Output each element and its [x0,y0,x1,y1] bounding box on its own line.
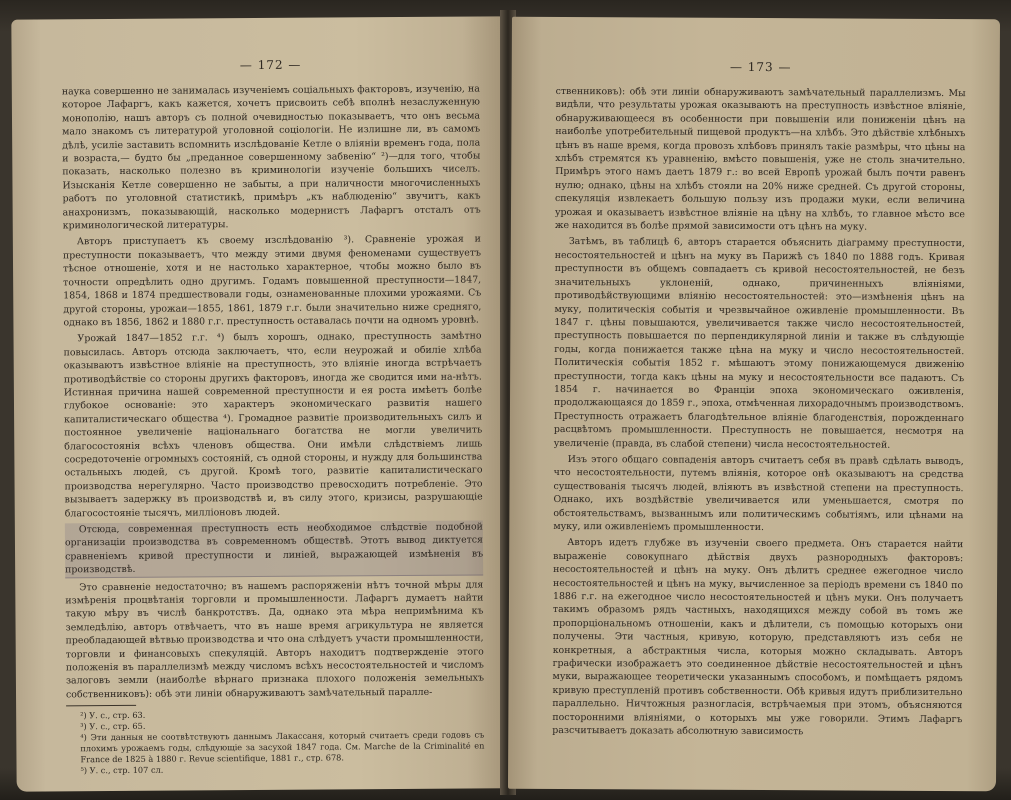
left-page [11,16,506,791]
footnote: ²) У. с., стр. 63. [80,710,146,721]
paragraph: Авторъ идетъ глубже въ изученіи своего предмета. Онъ старается найти выраженіе совокупнаго дѣйствія двухъ разнородныхъ факторовъ: несостоятельностей и цѣнъ на муку. Онъ дѣлитъ среднее ежегодное число несостоятельностей и цѣнъ на муку, вычисленное за періодъ времени съ 1840 по 1886 г.г. на ежегодное число несостоятельностей и цѣнъ муки. Онъ получаетъ такимъ образомъ рядъ частныхъ, находящихся между собой въ томъ же пропорціональномъ отношеніи, какъ и дѣлители, съ помощью которыхъ они получены. Эти частныя, кривую, которую, представляютъ изъ себя не конкретныя, а абстрактныя числа, которыя можно складывать. Авторъ графически изображаетъ это соединенное дѣйствіе несостоятельностей и цѣнъ муки, выражающее теоретически указаннымъ способомъ, и помѣщаетъ рядомъ кривую преступленій противъ собственности. Обѣ кривыя идутъ приблизительно параллельно. Ничтожныя разногласія, встрѣчаемыя при этомъ, объясняются посторонними вліяніями, о которыхъ мы уже говорили. Этимъ Лафаргъ разсчитываетъ доказать абсолютную зависимость [552,537,964,738]
paragraph: Изъ этого общаго совпаденія авторъ считаетъ себя въ правѣ сдѣлать выводъ, что несостоятельности, путемъ вліянія, которое онѣ оказываютъ на средства существованія тысячъ людей, вліяютъ въ извѣстной степени на преступность. Однако, ихъ воздѣйствіе увеличивается или уменьшается, смотря по обстоятельствамъ, вызваннымъ или политическимъ событіямъ, или цѣнами на муку, или оживленіемъ промышленности. [553,453,964,534]
paragraph: Авторъ приступаетъ къ своему изслѣдованію ³). Сравненіе урожая и преступности показываетъ, что между этими двумя феноменами существуетъ тѣсное отношеніе, хотя и не настолько характерное, чтобы можно было въ точности опредѣлить одно другимъ. Годамъ повышенной преступности—1847, 1854, 1868 и 1874 предшествовали годы, ознаменованные плохими урожаями. Съ другой стороны, урожаи—1855, 1861, 1879 г.г. были значительно ниже средняго, однако въ 1856, 1862 и 1880 г.г. преступность оставалась почти на одномъ уровнѣ. [62,233,482,329]
page-number: — 173 — [729,59,792,75]
page-body [552,85,965,740]
right-page [508,17,1000,792]
paragraph: наука совершенно не занималась изученіемъ соціальныхъ факторовъ, изученію, на которое Лафаргъ, какъ кажется, хочетъ присвоить себѣ вполнѣ незаслуженную монополію, нашъ авторъ съ полной очевидностью показываетъ, что онъ весьма мало знакомъ съ литературой уголовной соціологіи. Не излишне ли, въ самомъ дѣлѣ, усиліе заставить вспомнить изслѣдованіе Кетле о вліяніи временъ года, пола и возраста,— будто бы „преданное совершенному забвенію“ ²)—для того, чтобы показать, насколько полезно въ криминологіи изученіе большихъ чиселъ. Изысканія Кетле совершенно не забыты, а при наличности многочисленныхъ работъ по уголовной статистикѣ, примѣръ „къ наблюденію“ звучитъ, какъ анахронизмъ, показывающій, насколько модернистъ Лафаргъ отсталъ отъ криминологической литературы. [61,83,481,232]
paragraph: ственниковъ): обѣ эти линіи обнаруживаютъ замѣчательный параллелизмъ. Мы видѣли, что результаты урожая оказываютъ на преступность извѣстное вліяніе, обнаруживающееся въ особенности при повышеніи или пониженіи цѣнъ на наиболѣе употребительный пищевой продуктъ—на хлѣбъ. Это дѣйствіе хлѣбныхъ цѣнъ въ наше время, когда провозъ хлѣбовъ принялъ такіе размѣры, что цѣны на хлѣбъ стремятся къ уравненію, вмѣсто повышенія, уже не столь значительно. Примѣръ этого намъ даетъ 1879 г.: во всей Европѣ урожай былъ почти равенъ нулю; однако, цѣны на хлѣбъ стояли на 20% ниже средней. Съ другой стороны, спекуляція извлекаетъ большую пользу изъ продажи муки, если величина урожая и оказываетъ извѣстное вліяніе на цѣну на хлѣбъ, то главное мѣсто все же находится въ болѣе прямой зависимости отъ цѣнъ на муку. [554,85,966,233]
footnote: ⁵) У. с., стр. 107 сл. [80,764,164,776]
paragraph-highlighted: Отсюда, современная преступность есть необходимое слѣдствіе подобной организаціи производства въ современномъ обществѣ. Этотъ вывод диктуется сравненіемъ кривой преступности и линіей, выражающей измѣненія въ производствѣ. [65,520,483,578]
footnote: ⁴) Эти данныя не соотвѣтствуютъ даннымъ Лакассаня, который считаетъ среди годовъ съ плохимъ урожаемъ годы, слѣдующіе за засухой 1847 года. См. Marche de la Criminalité en France de 1825 à 1880 г. Revue scientifique, 1881 г., стр. 678. [80,729,485,765]
footnote-divider [66,705,136,706]
paragraph: Это сравненіе недостаточно; въ нашемъ распоряженіи нѣтъ точной мѣры для измѣренія процвѣтанія торговли и промышленности. Лафаргъ думаетъ найти такую мѣру въ числѣ банкротствъ. Да, однако эта мѣра непримѣнима къ земледѣлію, авторъ отвѣчаетъ, что въ наше время агрикультура не является преобладающей вѣтвью производства и что она слѣдуетъ участи промышленности, торговли и финансовыхъ спекуляцій. Авторъ находитъ подтвержденіе этого положенія въ параллелизмѣ между числомъ всѣхъ несостоятельностей и числомъ залоговъ земли (наиболѣе вѣрнаго признака плохого положенія земельныхъ собственниковъ): обѣ эти линіи обнаруживаютъ замѣчательный паралле- [65,579,484,701]
footnote: ³) У. с., стр. 65. [80,721,146,732]
page-number: — 172 — [239,57,302,73]
paragraph: Урожай 1847—1852 г.г. ⁴) былъ хорошъ, однако, преступность замѣтно повысилась. Авторъ отсюда заключаетъ, что, если неурожай и обиліе хлѣба оказываютъ извѣстное вліяніе на преступность, это вліяніе иногда встрѣчаетъ противодѣйствіе со стороны другихъ факторовъ, иногда же сводится ими на-нѣтъ. Истинная причина нашей современной преступности и ея роста имѣетъ болѣе глубокое основаніе: это характеръ экономическаго развитія нашего капиталистическаго общества ⁴). Громадное развитіе производительныхъ силъ и постоянное увеличеніе національнаго богатства не могли увеличить благосостоянія всѣхъ членовъ общества. Они имѣли слѣдствіемъ лишь сосредоточеніе огромныхъ состояній, съ одной стороны, и нужду для большинства остальныхъ людей, съ другой. Кромѣ того, развитіе капиталистическаго производства нерегулярно. Часто производство превосходитъ потребленіе. Это вызываетъ задержку въ производствѣ и, въ силу этого, кризисы, разрушающіе благосостояніе тысячъ, милліоновъ людей. [63,330,483,519]
paragraph: Затѣмъ, въ таблицѣ 6, авторъ старается объяснить діаграмму преступности, несостоятельностей и цѣнъ на муку въ Парижѣ съ 1840 по 1888 годъ. Кривая преступности въ общемъ совпадаетъ съ кривой несостоятельностей, не безъ значительныхъ уклоненій, однако, причиненныхъ вліяніями, противодѣйствующими вліянію несостоятельностей: это—измѣненія цѣнъ на муку, политическія событія и чрезвычайное оживленіе промышленности. Въ 1847 г. цѣны повышаются, увеличивается также число несостоятельностей, преступность повышается по перпендикулярной линіи и также въ слѣдующіе годы, когда понижается также цѣна на муку и число несостоятельностей. Политическія событія 1852 г. мѣшаютъ этому понижающемуся движенію преступности, тогда какъ цѣны на муку и несостоятельности все падаютъ. Съ 1854 г. начинается во Франціи эпоха экономическаго оживленія, продолжающаяся до 1859 г., эпоха, отмѣченная лихорадочнымъ производствомъ. Преступность отражаетъ благодѣтельное вліяніе благоденствія, порожденнаго расцвѣтомъ промышленности. Преступность не повышается, несмотря на увеличеніе (правда, въ слабой степени) числа несостоятельностей. [553,236,965,451]
page-body [62,82,484,701]
footnotes [66,708,484,777]
